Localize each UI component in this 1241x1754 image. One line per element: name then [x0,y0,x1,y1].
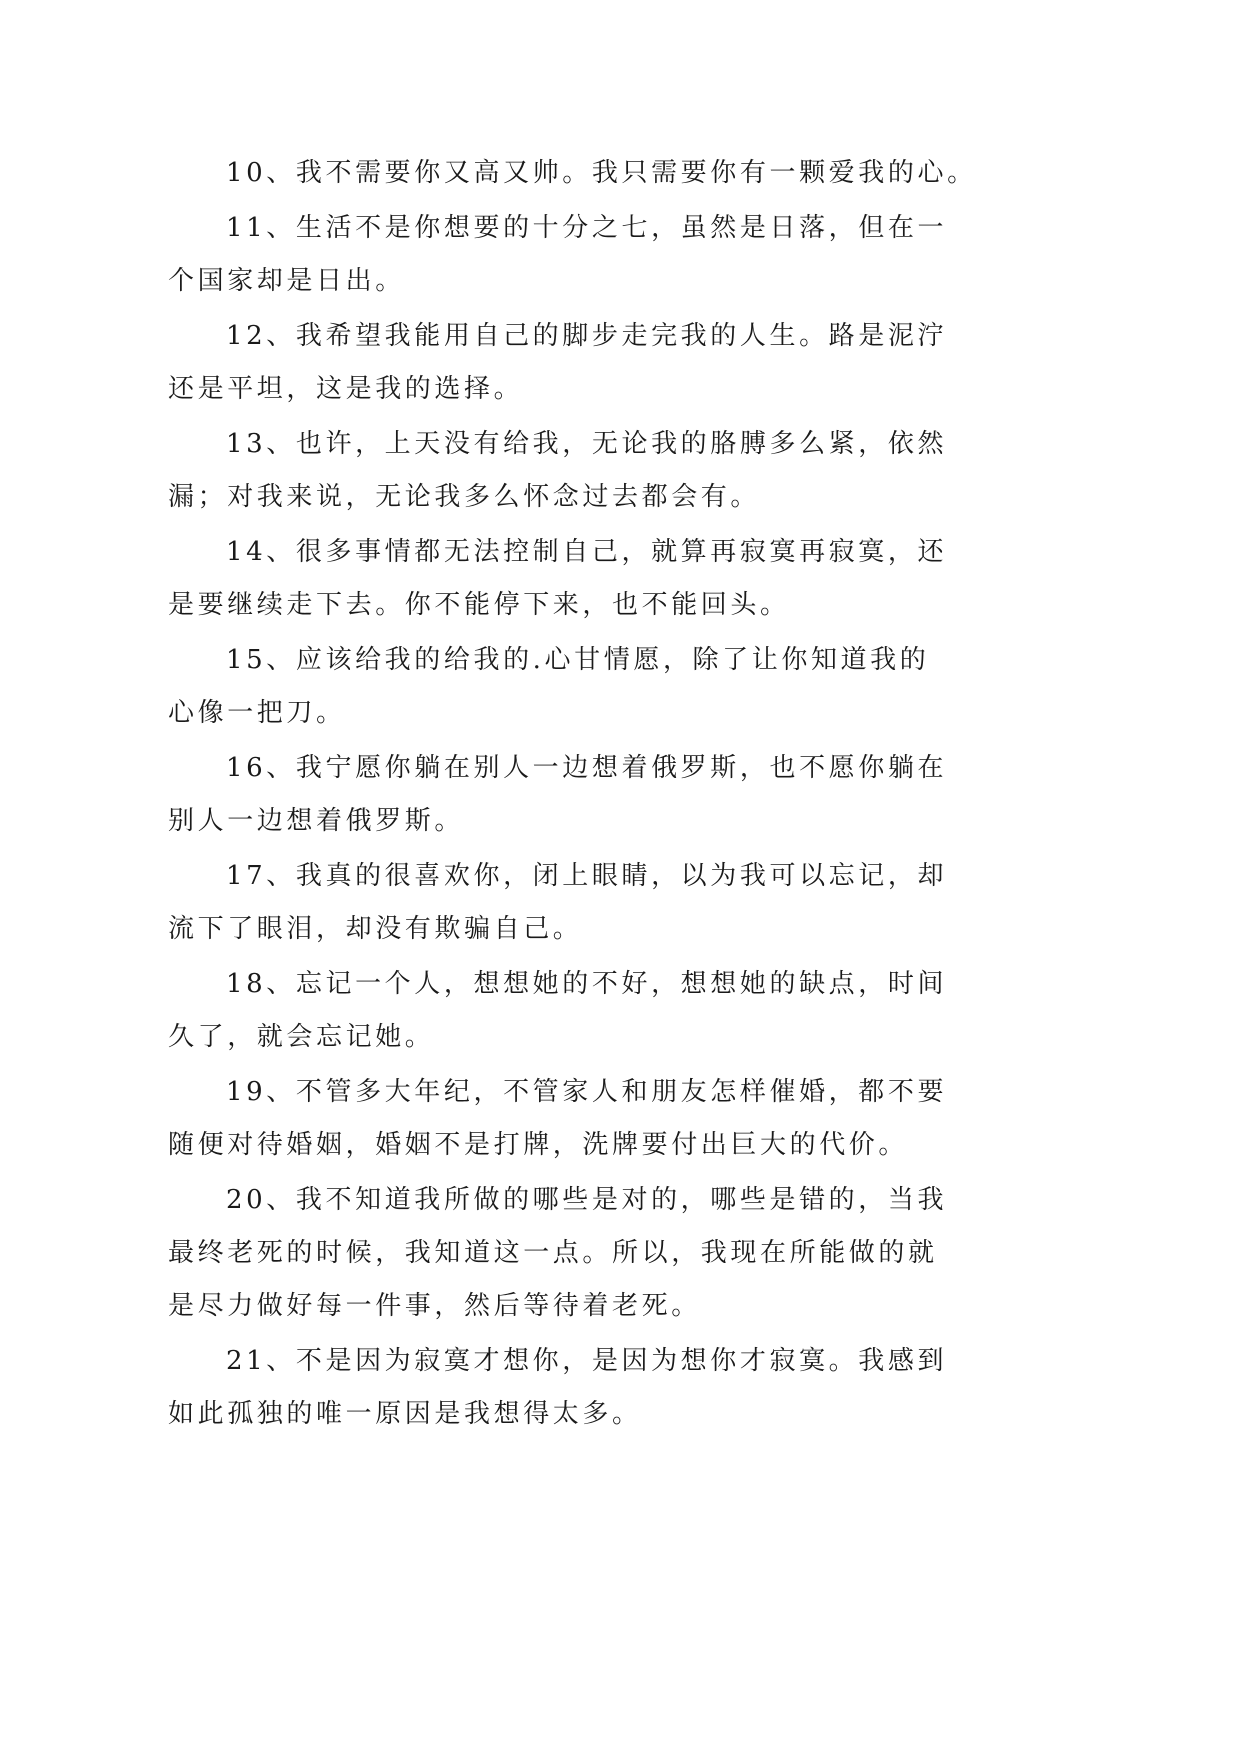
paragraph-11 [168,202,948,308]
paragraph-line: 14、很多事情都无法控制自己，就算再寂寞再寂寞，还 [226,537,948,567]
paragraph-line: 如此孤独的唯一原因是我想得太多。 [168,1399,642,1429]
paragraph-line: 19、不管多大年纪，不管家人和朋友怎样催婚，都不要 [226,1077,948,1107]
paragraph-line: 心像一把刀。 [168,698,346,728]
paragraph-line: 还是平坦，这是我的选择。 [168,374,524,404]
paragraph-line: 随便对待婚姻，婚姻不是打牌，洗牌要付出巨大的代价。 [168,1130,909,1160]
paragraph-line: 是尽力做好每一件事，然后等待着老死。 [168,1291,701,1321]
paragraph-line: 最终老死的时候，我知道这一点。所以，我现在所能做的就 [168,1238,938,1268]
paragraph-line: 个国家却是日出。 [168,266,405,296]
paragraph-line: 别人一边想着俄罗斯。 [168,806,465,836]
paragraph-19 [168,1066,948,1172]
paragraph-line: 13、也许，上天没有给我，无论我的胳膊多么紧，依然 [226,429,948,459]
paragraph-line: 20、我不知道我所做的哪些是对的，哪些是错的，当我 [226,1185,948,1215]
paragraph-12 [168,310,948,416]
paragraph-line: 久了，就会忘记她。 [168,1022,435,1052]
paragraph-line: 10、我不需要你又高又帅。我只需要你有一颗爱我的心。 [226,158,977,188]
paragraph-20 [168,1174,948,1333]
paragraph-line: 漏；对我来说，无论我多么怀念过去都会有。 [168,482,761,512]
paragraph-line: 12、我希望我能用自己的脚步走完我的人生。路是泥泞 [226,321,948,351]
paragraph-line: 11、生活不是你想要的十分之七，虽然是日落，但在一 [226,213,948,243]
paragraph-line: 17、我真的很喜欢你，闭上眼睛，以为我可以忘记，却 [226,861,948,891]
paragraph-line: 是要继续走下去。你不能停下来，也不能回头。 [168,590,790,620]
document-body [168,147,977,1443]
paragraph-line: 15、应该给我的给我的.心甘情愿，除了让你知道我的 [226,645,930,675]
paragraph-15 [168,634,942,740]
paragraph-16 [168,742,948,848]
paragraph-10 [168,147,977,200]
paragraph-line: 流下了眼泪，却没有欺骗自己。 [168,914,583,944]
paragraph-17 [168,850,948,956]
paragraph-line: 21、不是因为寂寞才想你，是因为想你才寂寞。我感到 [226,1346,948,1376]
paragraph-line: 16、我宁愿你躺在别人一边想着俄罗斯，也不愿你躺在 [226,753,948,783]
paragraph-21 [168,1335,948,1441]
paragraph-13 [168,418,948,524]
paragraph-14 [168,526,948,632]
paragraph-18 [168,958,948,1064]
paragraph-line: 18、忘记一个人，想想她的不好，想想她的缺点，时间 [226,969,948,999]
